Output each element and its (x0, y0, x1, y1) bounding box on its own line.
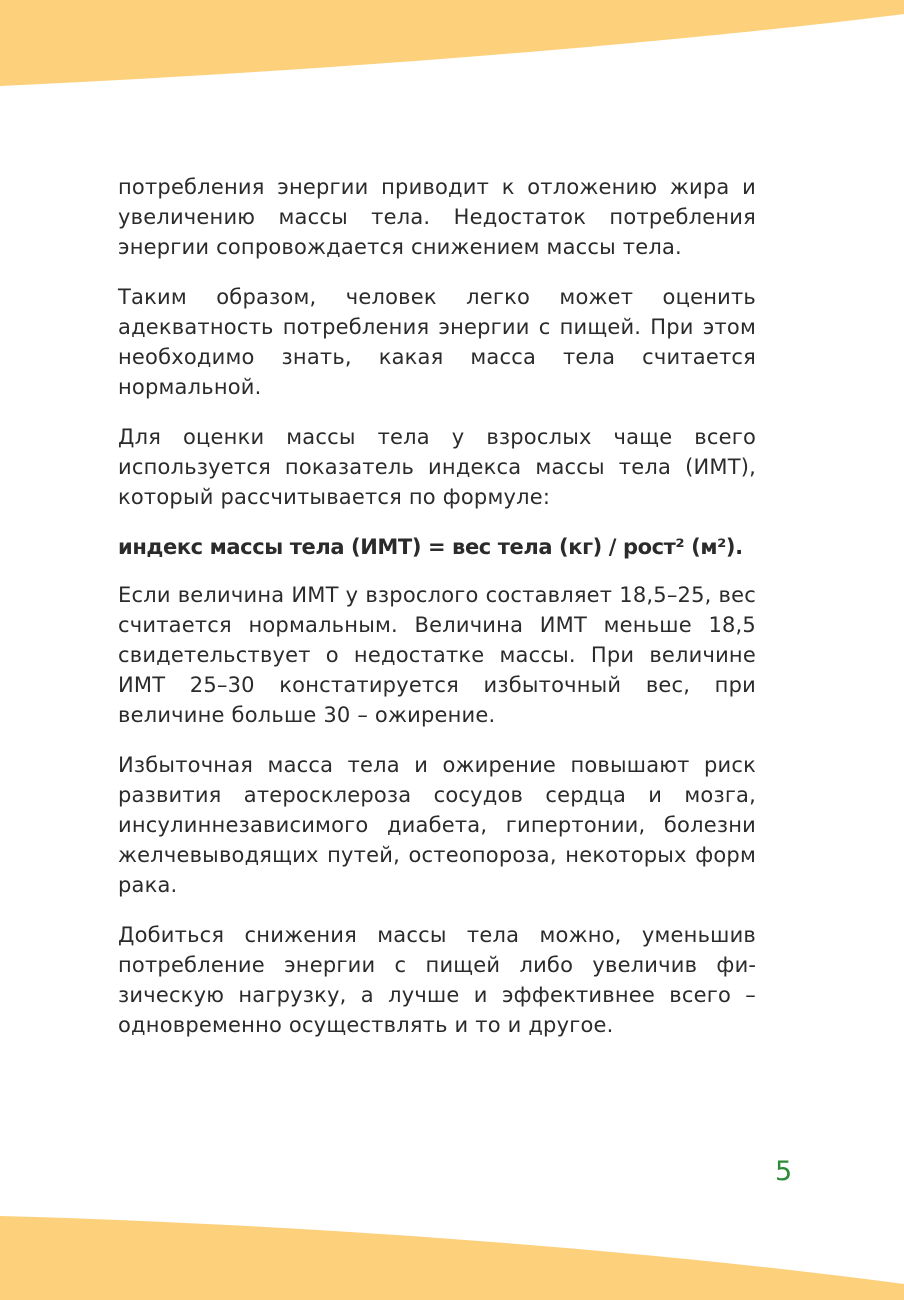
paragraph-energy-intake: потребления энергии приводит к отложению жира и увеличению массы тела. Недостаток потребления энергии сопровождается снижением массы тела. (118, 175, 756, 259)
page-number: 5 (775, 1156, 793, 1187)
page-body (118, 172, 756, 1060)
paragraph-weight-loss: Добиться снижения массы тела можно, уменьшив потребление энергии с пищей либо увеличив физическую нагрузку, а лучше и эффективнее всего – одновременно осуществлять и то и другое. (118, 923, 756, 1037)
bottom-decorative-wave (0, 1210, 904, 1300)
bmi-formula: индекс массы тела (ИМТ) = вес тела (кг) / рост² (м²). (118, 535, 743, 559)
paragraph-bmi-intro: Для оценки массы тела у взрослых чаще всего используется показатель индекса массы тела (ИМТ), который рассчитывается по формуле: (118, 425, 756, 509)
top-decorative-wave (0, 0, 904, 90)
paragraph-obesity-risks: Избыточная масса тела и ожирение повышают риск развития атеросклероза сосудов сердца и мозга, инсулиннезависимого диабета, гипертонии, болезни желчевыводящих путей, остеопороза, некоторых форм рака. (118, 753, 756, 897)
paragraph-bmi-ranges: Если величина ИМТ у взрослого составляет 18,5–25, вес считается нормальным. Величина ИМТ меньше 18,5 свидетельствует о недостатке массы. При величине ИМТ 25–30 констатируется избыточный вес, при величине больше 30 – ожирение. (118, 583, 756, 727)
paragraph-assess-adequacy: Таким образом, человек легко может оценить адекватность потребления энергии с пищей. При этом необходимо знать, какая масса тела считается нормальной. (118, 285, 756, 399)
